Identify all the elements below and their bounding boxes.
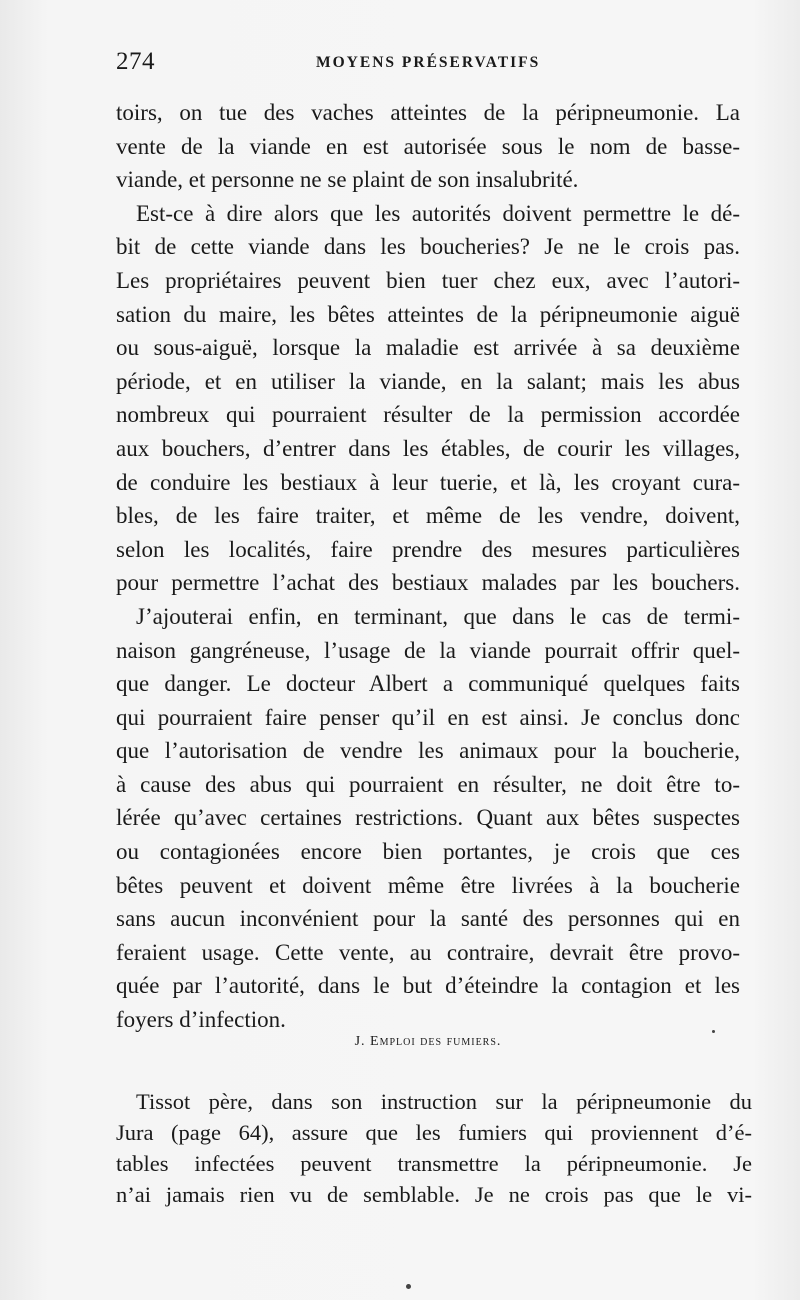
ink-speck xyxy=(406,1284,411,1289)
text-line: Tissot père, dans son instruction sur la péripneumonie du xyxy=(136,1089,752,1114)
text-line: période, et en utiliser la viande, en la salant; mais les abus xyxy=(116,368,740,394)
text-line: selon les localités, faire prendre des mesures particulières xyxy=(116,536,740,562)
page-header xyxy=(116,48,740,88)
section-title: Emploi des fumiers. xyxy=(370,1034,502,1049)
text-line: J’ajouterai enfin, en terminant, que dans le cas de termi- xyxy=(136,603,740,629)
text-line: à cause des abus qui pourraient en résulter, ne doit être to- xyxy=(116,771,740,797)
text-line: bit de cette viande dans les boucheries? Je ne le crois pas. xyxy=(116,234,740,260)
text-line: sans aucun inconvénient pour la santé des personnes qui en xyxy=(116,906,740,932)
text-line: toirs, on tue des vaches atteintes de la péripneumonie. La xyxy=(116,100,740,125)
section-text xyxy=(116,1086,752,1210)
text-line: n’ai jamais rien vu de semblable. Je ne crois pas que le vi- xyxy=(116,1182,752,1207)
text-line: nombreux qui pourraient résulter de la permission accordée xyxy=(116,402,740,428)
text-line: viande, et personne ne se plaint de son insalubrité. xyxy=(116,167,579,193)
text-line: vente de la viande en est autorisée sous le nom de basse- xyxy=(116,133,740,159)
text-line: de conduire les bestiaux à leur tuerie, et là, les croyant cura- xyxy=(116,469,740,495)
text-line: feraient usage. Cette vente, au contraire, devrait être provo- xyxy=(116,939,740,965)
running-head: MOYENS PRÉSERVATIFS xyxy=(316,54,541,71)
text-line: ou sous-aiguë, lorsque la maladie est arrivée à sa deuxième xyxy=(116,335,740,361)
text-line: lérée qu’avec certaines restrictions. Quant aux bêtes suspectes xyxy=(116,805,740,831)
text-line: bêtes peuvent et doivent même être livrées à la boucherie xyxy=(116,872,740,898)
text-line: tables infectées peuvent transmettre la péripneumonie. Je xyxy=(116,1151,752,1176)
text-line: Est-ce à dire alors que les autorités doivent permettre le dé- xyxy=(136,200,740,226)
text-line: Jura (page 64), assure que les fumiers qui proviennent d’é- xyxy=(116,1120,752,1145)
body-text xyxy=(116,96,740,1037)
text-line: quée par l’autorité, dans le but d’éteindre la contagion et les xyxy=(116,973,740,999)
text-line: que l’autorisation de vendre les animaux pour la boucherie, xyxy=(116,738,740,764)
section-number: J. xyxy=(354,1034,366,1049)
text-line: Les propriétaires peuvent bien tuer chez eux, avec l’autori- xyxy=(116,267,740,293)
text-line: ou contagionées encore bien portantes, je crois que ces xyxy=(116,839,740,865)
text-line: qui pourraient faire penser qu’il en est ainsi. Je conclus donc xyxy=(116,704,740,730)
page-number: 274 xyxy=(116,48,155,75)
text-line: que danger. Le docteur Albert a communiqué quelques faits xyxy=(116,671,740,697)
text-line: pour permettre l’achat des bestiaux malades par les bouchers. xyxy=(116,570,740,596)
text-line: sation du maire, les bêtes atteintes de la péripneumonie aiguë xyxy=(116,301,740,327)
text-line: naison gangréneuse, l’usage de la viande pourrait offrir quel- xyxy=(116,637,740,663)
section-heading xyxy=(116,1034,740,1050)
text-line: foyers d’infection. xyxy=(116,1007,286,1033)
ink-speck xyxy=(712,1030,715,1033)
text-line: bles, de les faire traiter, et même de les vendre, doivent, xyxy=(116,503,740,529)
text-line: aux bouchers, d’entrer dans les étables, de courir les villages, xyxy=(116,435,740,461)
